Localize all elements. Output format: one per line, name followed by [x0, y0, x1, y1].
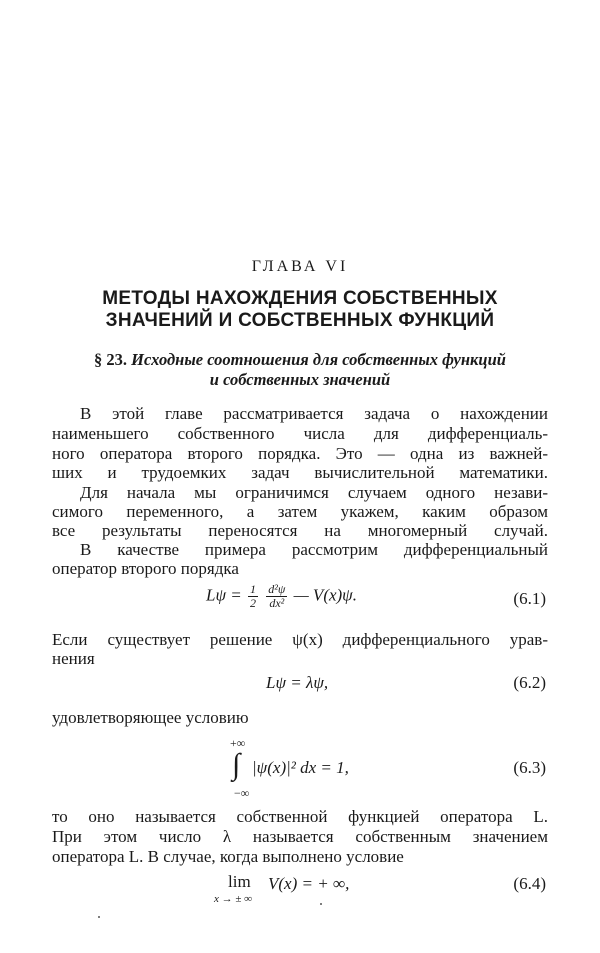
- chapter-title-line-1: МЕТОДЫ НАХОЖДЕНИЯ СОБСТВЕННЫХ: [102, 288, 498, 309]
- section-title-2: и собственных значений: [209, 370, 391, 389]
- text-line: наименьшего собственного числа для дифференциаль-: [52, 424, 548, 443]
- equation-number: (6.3): [513, 758, 546, 777]
- chapter-title-line-2: ЗНАЧЕНИЙ И СОБСТВЕННЫХ ФУНКЦИЙ: [105, 310, 495, 331]
- equation-6-4: V(x) = + ∞,: [268, 874, 350, 893]
- fraction-half: $\frac{1}{2}$: [250, 582, 256, 610]
- scan-speck: [320, 903, 322, 905]
- section-title-1: Исходные соотношения для собственных функций: [131, 350, 506, 369]
- text-line: ших и трудоемких задач вычислительной математики.: [52, 463, 548, 482]
- text-line: все результаты переносятся на многомерный случай.: [52, 521, 548, 540]
- text-line: В качестве примера рассмотрим дифференциальный: [80, 540, 548, 559]
- text-line: Если существует решение ψ(x) дифференциального урав-: [52, 630, 548, 649]
- eq1-lhs: Lψ =: [206, 585, 242, 605]
- equation-6-1: [206, 583, 357, 610]
- equation-number: (6.1): [513, 589, 546, 608]
- section-heading-line-2: [0, 370, 600, 390]
- text-line: ного оператора второго порядка. Это — одна из важней-: [52, 444, 548, 463]
- fraction-second-derivative: $\frac{\text{d²ψ}}{\text{dx²}}$: [268, 582, 286, 610]
- text-line: симого переменного, а затем укажем, каким образом: [52, 502, 548, 521]
- text-line: оператор второго порядка: [52, 559, 239, 578]
- eq1-rest: — V(x)ψ.: [293, 585, 357, 605]
- section-number: § 23.: [94, 350, 128, 369]
- equation-number: (6.4): [513, 874, 546, 893]
- equation-6-2: Lψ = λψ,: [266, 673, 329, 692]
- text-line: оператора L. В случае, когда выполнено условие: [52, 847, 404, 866]
- text-line: При этом число λ называется собственным значением: [52, 827, 548, 846]
- equation-number: (6.2): [513, 673, 546, 692]
- integral-sign-icon: ∫: [232, 748, 241, 781]
- text-line: то оно называется собственной функцией оператора L.: [52, 807, 548, 826]
- chapter-heading: ГЛАВА VI: [251, 258, 349, 275]
- limit-operator: lim: [228, 872, 251, 891]
- integral-upper-limit: +∞: [230, 736, 246, 750]
- text-line: удовлетворяющее условию: [52, 708, 249, 727]
- text-line: Для начала мы ограничимся случаем одного незави-: [80, 483, 548, 502]
- scan-speck: [98, 916, 100, 918]
- integral-lower-limit: −∞: [234, 786, 250, 800]
- equation-6-3: |ψ(x)|² dx = 1,: [252, 758, 349, 777]
- text-line: нения: [52, 649, 95, 668]
- limit-subscript: x → ± ∞: [214, 893, 253, 905]
- text-line: В этой главе рассматривается задача о нахождении: [80, 404, 548, 423]
- section-heading-line-1: [0, 350, 600, 370]
